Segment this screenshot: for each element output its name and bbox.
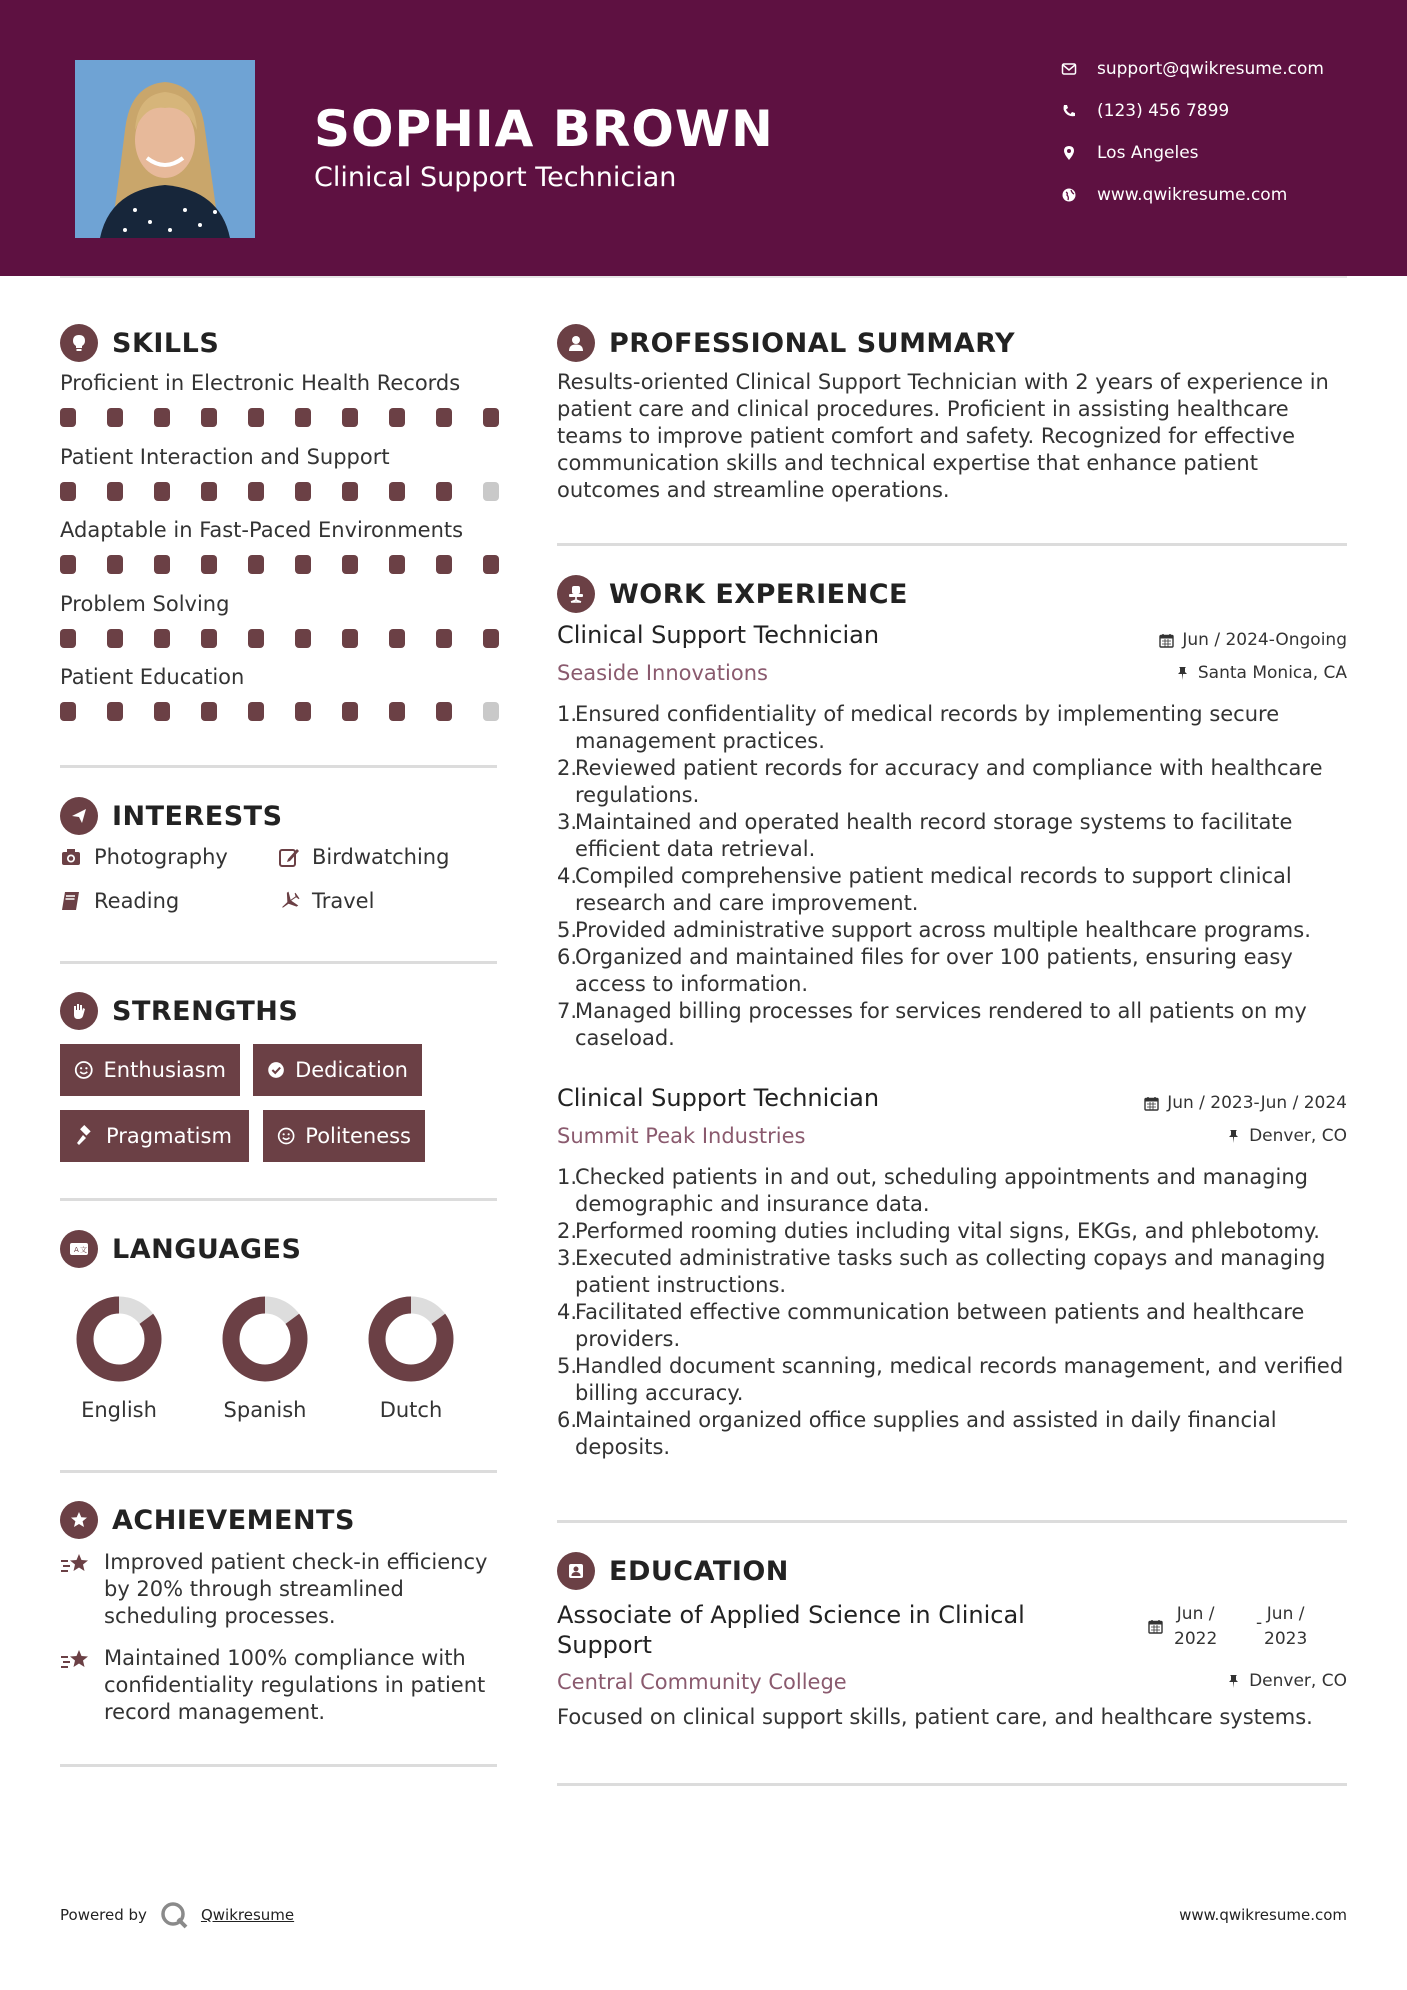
- strength-tag: [263, 1110, 425, 1162]
- skill-dot: [342, 629, 358, 648]
- skill-rating: [60, 629, 500, 649]
- interest-label: Travel: [312, 889, 375, 913]
- svg-text:A: A: [74, 1246, 79, 1254]
- interests-title: INTERESTS: [112, 800, 283, 832]
- contact-email[interactable]: [1055, 55, 1385, 83]
- skill-dot: [342, 408, 358, 427]
- job-dates: [1144, 1093, 1347, 1113]
- brand-link[interactable]: Qwikresume: [200, 1906, 295, 1924]
- shooting-star-icon: [60, 1551, 92, 1577]
- languages-heading: [60, 1229, 301, 1269]
- skill-dot: [389, 555, 405, 574]
- interests-heading: [60, 796, 283, 836]
- skill-dot: [60, 702, 76, 721]
- skill-dot: [154, 629, 170, 648]
- achievement-text: Maintained 100% compliance with confidentiality regulations in patient record management.: [104, 1646, 486, 1724]
- contact-email-text[interactable]: support@qwikresume.com: [1097, 59, 1324, 79]
- strength-label: Dedication: [295, 1058, 408, 1082]
- degree-line: Support: [557, 1631, 652, 1659]
- skill-dot: [154, 482, 170, 501]
- strength-label: Politeness: [305, 1124, 411, 1148]
- skill-dot: [342, 702, 358, 721]
- strength-tag: [253, 1044, 422, 1096]
- skill-dot: [295, 555, 311, 574]
- language-donut: [366, 1294, 456, 1384]
- job-bullet: 7. Managed billing processes for services rendered to all patients on my caseload.: [557, 999, 1307, 1050]
- svg-text:文: 文: [80, 1246, 87, 1254]
- contact-website-text[interactable]: www.qwikresume.com: [1097, 185, 1288, 205]
- candidate-title: Clinical Support Technician: [314, 162, 677, 193]
- strength-tag: [60, 1044, 240, 1096]
- job-title: Clinical Support Technician: [557, 1084, 880, 1112]
- education-heading: [557, 1551, 789, 1591]
- skill-dot: [107, 702, 123, 721]
- skill-rating: [60, 702, 500, 722]
- education-location: [1226, 1671, 1347, 1691]
- job-bullet: 4. Compiled comprehensive patient medical records to support clinical research and care improvement.: [557, 864, 1292, 915]
- job-location: [1226, 1126, 1347, 1146]
- calendar-icon: [1159, 633, 1174, 648]
- skill-dot: [483, 555, 499, 574]
- skill-dot: [107, 629, 123, 648]
- skill-dot: [389, 629, 405, 648]
- degree-title: [557, 1600, 1025, 1660]
- summary-heading: [557, 323, 1015, 363]
- skill-dot: [201, 482, 217, 501]
- skill-dot: [295, 408, 311, 427]
- book-icon: [60, 890, 82, 912]
- skills-heading: [60, 323, 219, 363]
- skill-dot: [483, 482, 499, 501]
- skill-rating: [60, 555, 500, 575]
- company-name: Summit Peak Industries: [557, 1124, 806, 1148]
- check-circle-icon: [267, 1059, 285, 1081]
- skill-dot: [201, 629, 217, 648]
- job-location-text: Denver, CO: [1249, 1126, 1347, 1146]
- strength-label: Enthusiasm: [103, 1058, 226, 1082]
- language-name: English: [81, 1398, 157, 1422]
- skill-name: Problem Solving: [60, 592, 230, 616]
- language-donut: [74, 1294, 164, 1384]
- contact-location: [1055, 139, 1385, 167]
- skill-dot: [248, 408, 264, 427]
- skill-dot: [60, 629, 76, 648]
- experience-title: WORK EXPERIENCE: [609, 578, 908, 610]
- job-bullet: 4. Facilitated effective communication between patients and healthcare providers.: [557, 1300, 1305, 1351]
- globe-icon: [1055, 187, 1083, 203]
- footer-website[interactable]: www.qwikresume.com: [1179, 1906, 1347, 1924]
- skill-dot: [107, 408, 123, 427]
- skill-dot: [201, 555, 217, 574]
- job-bullet: 2. Reviewed patient records for accuracy and compliance with healthcare regulations.: [557, 756, 1323, 807]
- job-location: [1175, 663, 1347, 683]
- header-divider: [60, 276, 1347, 278]
- skill-dot: [342, 555, 358, 574]
- job-title: Clinical Support Technician: [557, 621, 880, 649]
- pushpin-icon: [1226, 1674, 1241, 1689]
- job-dates-text: Jun / 2023-Jun / 2024: [1167, 1093, 1347, 1113]
- skill-dot: [60, 555, 76, 574]
- section-divider: [60, 765, 497, 768]
- contact-website[interactable]: [1055, 181, 1385, 209]
- calendar-icon: [1144, 1096, 1159, 1111]
- education-dates: [1148, 1602, 1310, 1650]
- job-dates-text: Jun / 2024-Ongoing: [1182, 630, 1347, 650]
- interest-item: [60, 845, 228, 869]
- star-badge-icon: [60, 1501, 98, 1539]
- skill-dot: [342, 482, 358, 501]
- skill-dot: [389, 408, 405, 427]
- skill-name: Adaptable in Fast-Paced Environments: [60, 518, 464, 542]
- skill-name: Patient Education: [60, 665, 245, 689]
- paper-plane-icon: [60, 797, 98, 835]
- skill-dot: [436, 408, 452, 427]
- contact-phone-text[interactable]: (123) 456 7899: [1097, 101, 1230, 121]
- skill-dot: [248, 482, 264, 501]
- achievement-item: [60, 1549, 500, 1630]
- job-bullet: 3. Maintained and operated health record storage systems to facilitate efficient data retrieval.: [557, 810, 1293, 861]
- strength-tag: [60, 1110, 249, 1162]
- resume-header: [0, 0, 1407, 276]
- contact-phone[interactable]: [1055, 97, 1385, 125]
- profile-photo: [75, 60, 255, 238]
- skill-dot: [295, 629, 311, 648]
- powered-by-text: Powered by: [60, 1906, 147, 1924]
- strengths-title: STRENGTHS: [112, 995, 299, 1027]
- smile-icon: [277, 1125, 295, 1147]
- job-dates: [1159, 630, 1347, 650]
- language-donut: [220, 1294, 310, 1384]
- job-bullet: 3. Executed administrative tasks such as collecting copays and managing patient instructions.: [557, 1246, 1326, 1297]
- skill-dot: [107, 555, 123, 574]
- summary-text: Results-oriented Clinical Support Technician with 2 years of experience in patient care and clinical procedures. Proficient in assisting healthcare teams to improve patient comfort and safety. Recognized for effective communication skills and technical expertise that enhance patient outcomes and streamline operations.: [557, 370, 1329, 502]
- skill-dot: [154, 555, 170, 574]
- skill-dot: [154, 702, 170, 721]
- pushpin-icon: [1226, 1129, 1241, 1144]
- summary-title: PROFESSIONAL SUMMARY: [609, 327, 1016, 359]
- skill-dot: [483, 629, 499, 648]
- skill-dot: [389, 702, 405, 721]
- envelope-icon: [1055, 61, 1083, 77]
- interest-item: [60, 889, 179, 913]
- section-divider: [557, 1520, 1347, 1523]
- achievement-text: Improved patient check-in efficiency by 20% through streamlined scheduling processes.: [104, 1550, 488, 1628]
- skill-dot: [436, 482, 452, 501]
- skill-dot: [154, 408, 170, 427]
- company-name: Seaside Innovations: [557, 661, 768, 685]
- education-end-date: Jun / 2023: [1264, 1604, 1308, 1649]
- education-description: Focused on clinical support skills, patient care, and healthcare systems.: [557, 1705, 1313, 1729]
- education-location-text: Denver, CO: [1249, 1671, 1347, 1691]
- skill-dot: [248, 555, 264, 574]
- job-location-text: Santa Monica, CA: [1197, 663, 1347, 683]
- experience-heading: [557, 574, 908, 614]
- section-divider: [60, 1764, 497, 1767]
- job-bullets: [557, 701, 1357, 1052]
- lightbulb-icon: [60, 324, 98, 362]
- calendar-icon: [1148, 1619, 1163, 1634]
- shooting-star-icon: [60, 1647, 92, 1673]
- skill-dot: [295, 482, 311, 501]
- skill-dot: [60, 482, 76, 501]
- skill-dot: [248, 629, 264, 648]
- job-bullet: 6. Organized and maintained files for over 100 patients, ensuring easy access to information.: [557, 945, 1293, 996]
- skill-rating: [60, 408, 500, 428]
- achievements-heading: [60, 1500, 355, 1540]
- job-bullet: 2. Performed rooming duties including vital signs, EKGs, and phlebotomy.: [557, 1219, 1320, 1243]
- education-start-date: Jun / 2022: [1174, 1604, 1218, 1649]
- skill-name: Proficient in Electronic Health Records: [60, 371, 461, 395]
- job-bullet: 1. Checked patients in and out, scheduling appointments and managing demographic and insurance data.: [557, 1165, 1308, 1216]
- interest-label: Photography: [94, 845, 228, 869]
- strengths-heading: [60, 991, 298, 1031]
- language-item: [361, 1294, 461, 1422]
- pushpin-icon: [1175, 666, 1190, 681]
- skill-dot: [436, 555, 452, 574]
- languages-title: LANGUAGES: [112, 1233, 302, 1265]
- candidate-name: SOPHIA BROWN: [314, 100, 774, 158]
- footer-branding: [60, 1900, 294, 1930]
- skill-dot: [436, 629, 452, 648]
- achievements-title: ACHIEVEMENTS: [112, 1504, 355, 1536]
- degree-line: Associate of Applied Science in Clinical: [557, 1601, 1025, 1629]
- interest-label: Reading: [94, 889, 180, 913]
- education-title: EDUCATION: [609, 1555, 789, 1587]
- job-bullet: 6. Maintained organized office supplies and assisted in daily financial deposits.: [557, 1408, 1277, 1459]
- job-bullets: [557, 1164, 1357, 1461]
- hand-icon: [60, 992, 98, 1030]
- strength-label: Pragmatism: [106, 1124, 232, 1148]
- language-name: Dutch: [379, 1398, 443, 1422]
- job-bullet: 5. Handled document scanning, medical records management, and verified billing accuracy.: [557, 1354, 1344, 1405]
- language-name: Spanish: [223, 1398, 307, 1422]
- skill-dot: [60, 408, 76, 427]
- graduate-icon: [557, 1552, 595, 1590]
- smile-icon: [74, 1059, 94, 1081]
- section-divider: [557, 1783, 1347, 1786]
- language-icon: [60, 1230, 98, 1268]
- date-separator: -: [1256, 1613, 1263, 1633]
- skill-rating: [60, 482, 500, 502]
- edit-icon: [278, 846, 300, 868]
- map-marker-icon: [1055, 145, 1083, 161]
- section-divider: [60, 961, 497, 964]
- job-bullet: 1. Ensured confidentiality of medical records by implementing secure management practices.: [557, 702, 1280, 753]
- skills-title: SKILLS: [112, 327, 220, 359]
- language-item: [69, 1294, 169, 1422]
- interest-label: Birdwatching: [312, 845, 450, 869]
- school-name: Central Community College: [557, 1670, 847, 1694]
- section-divider: [60, 1198, 497, 1201]
- phone-icon: [1055, 103, 1083, 119]
- office-chair-icon: [557, 575, 595, 613]
- interest-item: [278, 845, 449, 869]
- gavel-icon: [74, 1125, 96, 1147]
- language-item: [215, 1294, 315, 1422]
- plane-icon: [278, 890, 300, 912]
- skill-dot: [483, 408, 499, 427]
- skill-dot: [107, 482, 123, 501]
- camera-icon: [60, 846, 82, 868]
- section-divider: [60, 1470, 497, 1473]
- user-icon: [557, 324, 595, 362]
- skill-name: Patient Interaction and Support: [60, 445, 390, 469]
- qwikresume-logo-icon: [159, 1900, 189, 1930]
- skill-dot: [295, 702, 311, 721]
- skill-dot: [201, 408, 217, 427]
- contact-location-text: Los Angeles: [1097, 143, 1199, 163]
- achievement-item: [60, 1645, 500, 1726]
- section-divider: [557, 543, 1347, 546]
- interest-item: [278, 889, 374, 913]
- skill-dot: [436, 702, 452, 721]
- skill-dot: [201, 702, 217, 721]
- job-bullet: 5. Provided administrative support across multiple healthcare programs.: [557, 918, 1311, 942]
- skill-dot: [248, 702, 264, 721]
- skill-dot: [389, 482, 405, 501]
- skill-dot: [483, 702, 499, 721]
